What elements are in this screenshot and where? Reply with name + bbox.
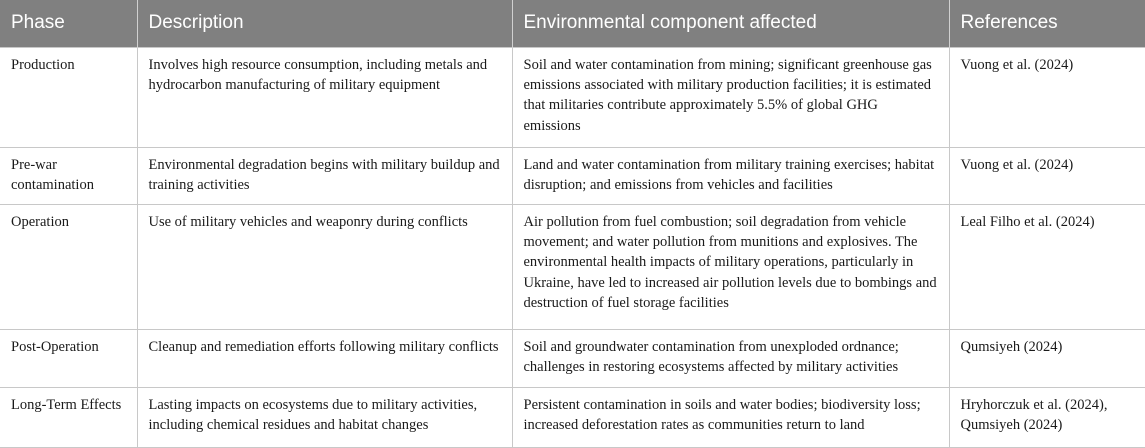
cell-component: Persistent contamination in soils and water bodies; biodiversity loss; increased deforestation rates as communities return to land — [512, 387, 949, 447]
cell-references: Vuong et al. (2024) — [949, 47, 1145, 147]
cell-component: Soil and groundwater contamination from unexploded ordnance; challenges in restoring ecosystems affected by military activities — [512, 329, 949, 387]
table-header-row — [0, 0, 1145, 47]
cell-phase: Pre-war contamination — [0, 147, 137, 204]
cell-component: Air pollution from fuel combustion; soil degradation from vehicle movement; and water pollution from munitions and explosives. The environmental health impacts of military operations, particularly in Ukraine, have led to increased air pollution levels due to bombings and destruction of fuel storage facilities — [512, 204, 949, 329]
table-row — [0, 147, 1145, 204]
cell-description: Involves high resource consumption, including metals and hydrocarbon manufacturing of military equipment — [137, 47, 512, 147]
header-references: References — [949, 0, 1145, 47]
cell-description: Environmental degradation begins with military buildup and training activities — [137, 147, 512, 204]
cell-phase: Post-Operation — [0, 329, 137, 387]
table-row — [0, 387, 1145, 447]
cell-references: Leal Filho et al. (2024) — [949, 204, 1145, 329]
header-description: Description — [137, 0, 512, 47]
cell-phase: Operation — [0, 204, 137, 329]
cell-description: Cleanup and remediation efforts following military conflicts — [137, 329, 512, 387]
cell-references: Qumsiyeh (2024) — [949, 329, 1145, 387]
cell-description: Use of military vehicles and weaponry during conflicts — [137, 204, 512, 329]
table-row — [0, 47, 1145, 147]
header-environmental-component: Environmental component affected — [512, 0, 949, 47]
cell-references: Vuong et al. (2024) — [949, 147, 1145, 204]
cell-phase: Production — [0, 47, 137, 147]
cell-component: Land and water contamination from military training exercises; habitat disruption; and emissions from vehicles and facilities — [512, 147, 949, 204]
cell-component: Soil and water contamination from mining; significant greenhouse gas emissions associated with military production facilities; it is estimated that militaries contribute approximately 5.5% of global GHG emissions — [512, 47, 949, 147]
cell-references: Hryhorczuk et al. (2024), Qumsiyeh (2024) — [949, 387, 1145, 447]
header-phase: Phase — [0, 0, 137, 47]
cell-phase: Long-Term Effects — [0, 387, 137, 447]
table-row — [0, 204, 1145, 329]
cell-description: Lasting impacts on ecosystems due to military activities, including chemical residues and habitat changes — [137, 387, 512, 447]
table-row — [0, 329, 1145, 387]
